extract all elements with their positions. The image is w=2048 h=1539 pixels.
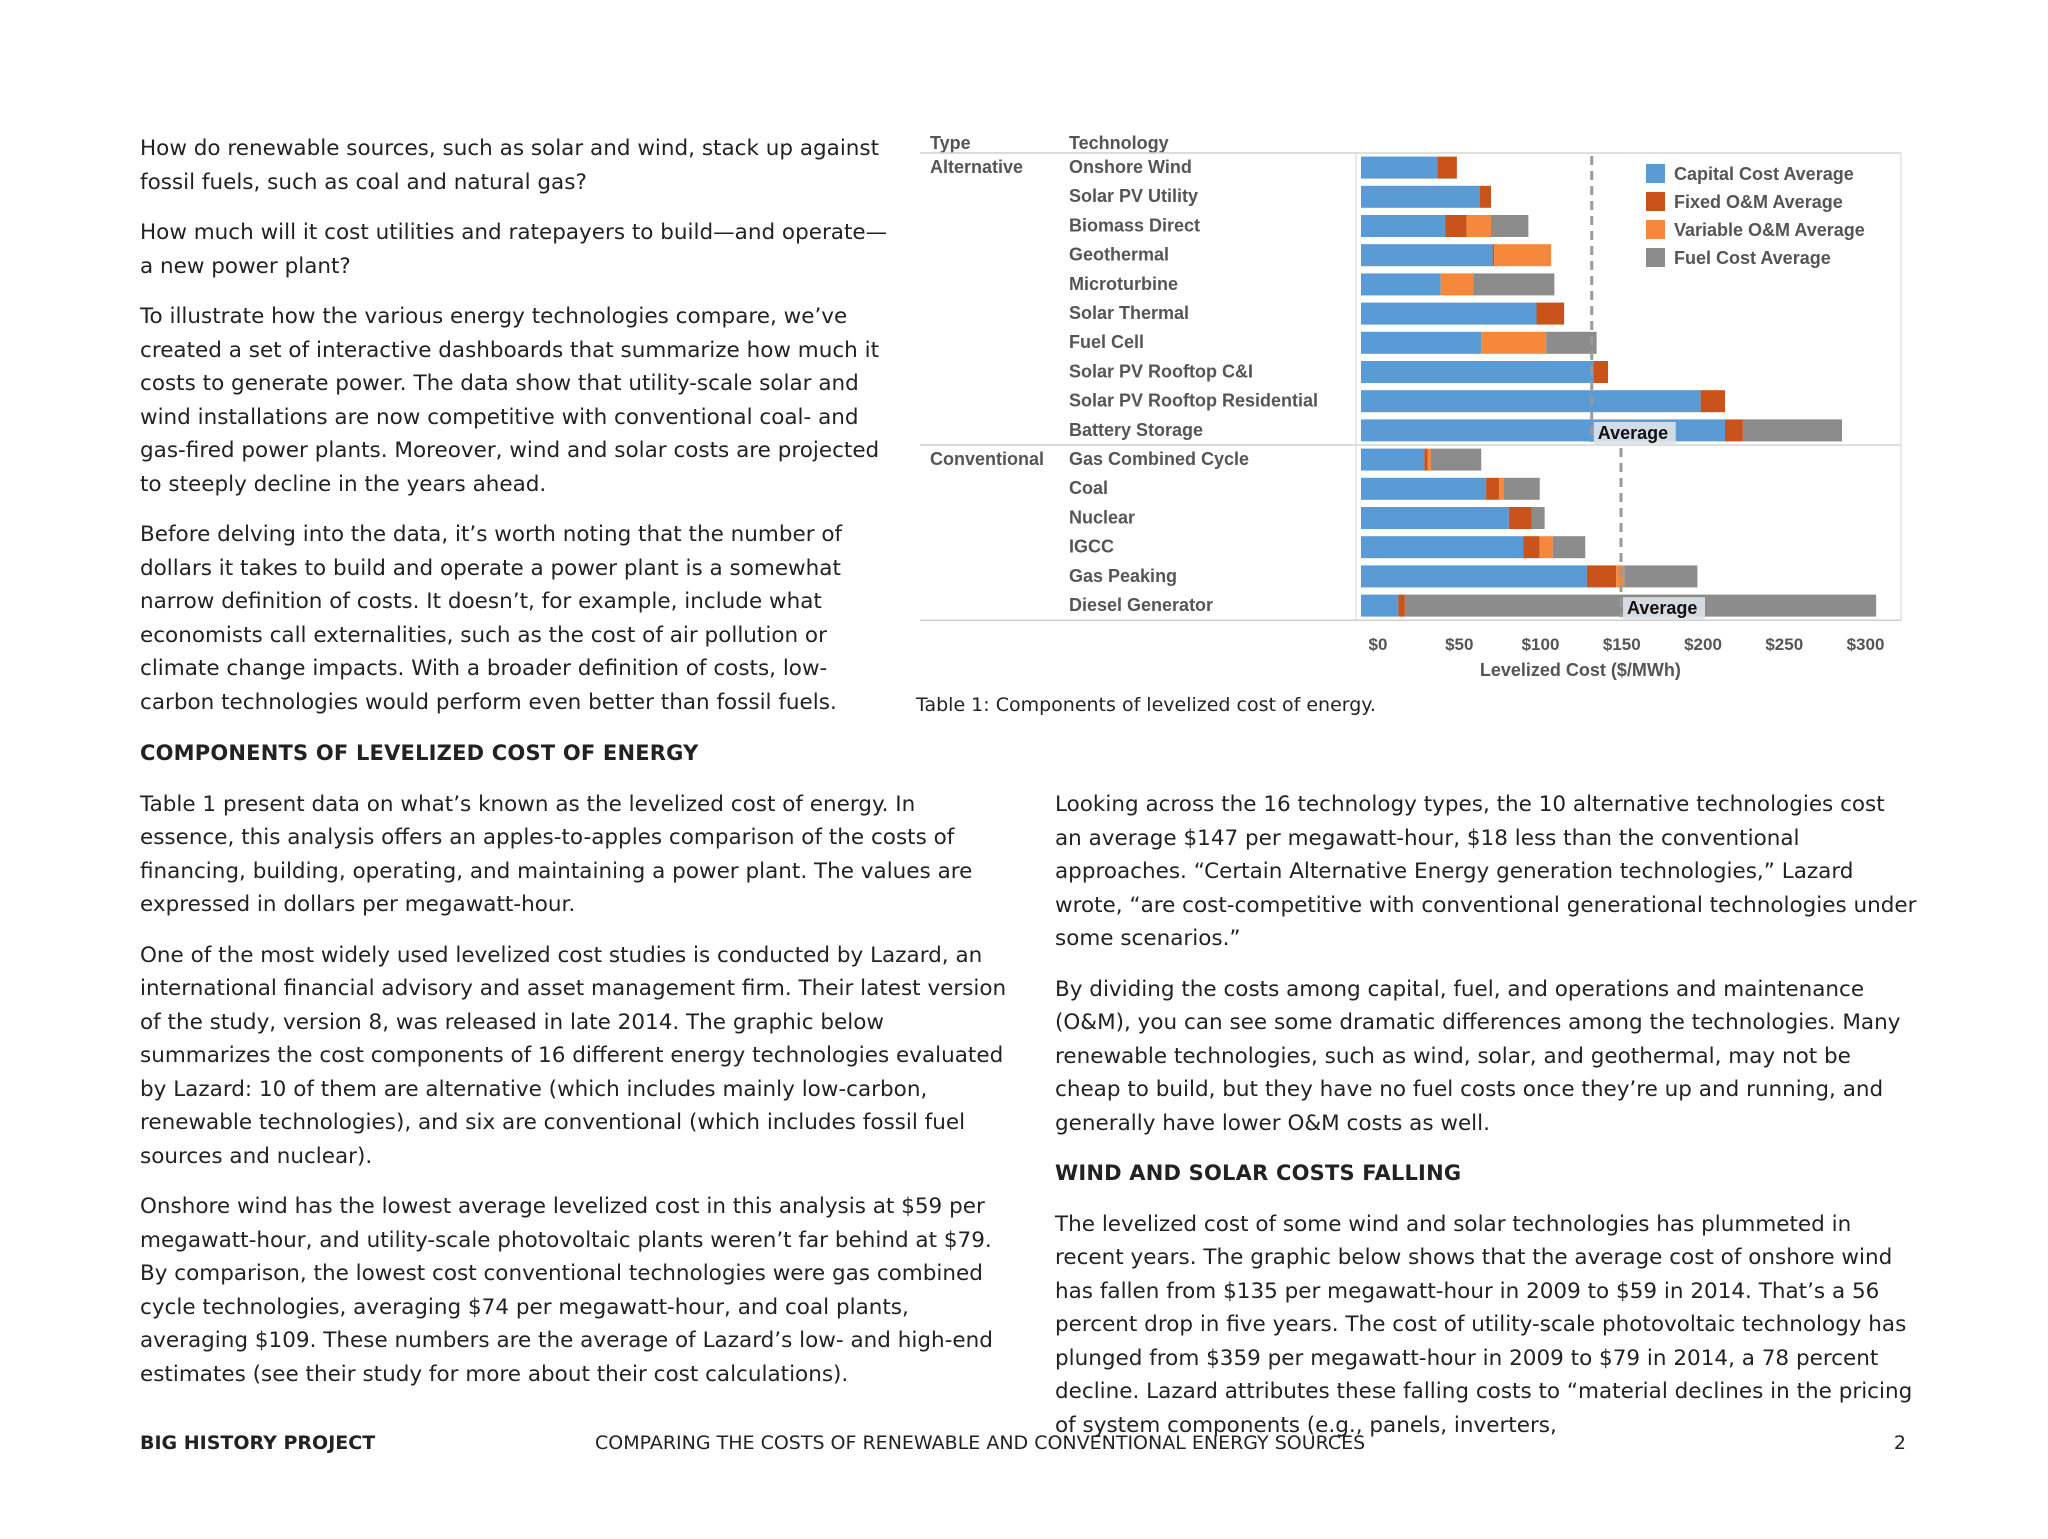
bar-segment-capital-cost-average [1361,332,1481,354]
legend-entry: Variable O&M Average [1674,220,1865,240]
tech-label: Fuel Cell [1069,332,1145,353]
page-number: 2 [1893,1432,1906,1454]
bar-segment-variable-o-m-average [1428,449,1431,471]
bar-segment-fuel-cost-average [1532,507,1545,529]
bar-segment-capital-cost-average [1361,595,1398,617]
intro-paragraph: Before delving into the data, it’s worth noting that the number of dollars it takes to build and operate a power plant is a somewhat narrow definition of costs. It doesn’t, for example, include what economists call externalities, such as the cost of air pollution or climate change impacts. With a broader definition of costs, low-carbon technologies would perform even better than fossil fuels. [140,522,843,715]
legend-entry: Fuel Cost Average [1674,248,1831,268]
tech-label: Onshore Wind [1069,157,1192,177]
bar-segment-fixed-o-m-average [1480,186,1491,208]
group-frame [1356,445,1901,620]
x-tick-label: $150 [1602,635,1641,655]
bar-segment-fixed-o-m-average [1493,244,1495,266]
bar-segment-fuel-cost-average [1546,332,1596,354]
left-column [140,741,1008,1408]
tech-label: Geothermal [1069,244,1170,265]
tech-label: Solar PV Utility [1069,186,1199,207]
bar-segment-fixed-o-m-average [1424,449,1427,471]
bar-segment-fuel-cost-average [1743,419,1842,441]
bar-segment-variable-o-m-average [1540,536,1553,558]
tech-label: Microturbine [1069,273,1179,294]
x-tick-label: $300 [1846,635,1885,655]
intro-paragraph: To illustrate how the various energy technologies compare, we’ve created a set of interactive dashboards that summarize how much it costs to generate power. The data show that utility-scale solar and wind installations are now competitive with conventional coal- and gas-fired power plants. Moreover, wind and solar costs are projected to steeply decline in the years ahead. [140,304,880,497]
bar-segment-variable-o-m-average [1441,273,1474,295]
bar-segment-capital-cost-average [1361,186,1480,208]
bar-segment-fuel-cost-average [1504,478,1540,500]
right-column [1055,788,1917,1459]
tech-label: Battery Storage [1069,419,1204,440]
bar-segment-fixed-o-m-average [1509,507,1532,529]
section-heading: COMPONENTS OF LEVELIZED COST OF ENERGY [140,741,699,765]
bar-segment-fixed-o-m-average [1701,390,1725,412]
tech-label: Gas Peaking [1069,565,1178,586]
bar-segment-variable-o-m-average [1467,215,1491,237]
bar-segment-fuel-cost-average [1553,536,1586,558]
x-tick-label: $250 [1765,635,1804,655]
tech-label: Solar Thermal [1069,303,1190,323]
bar-segment-fuel-cost-average [1431,449,1481,471]
bar-segment-fixed-o-m-average [1437,157,1457,179]
bar-segment-fixed-o-m-average [1398,595,1405,617]
intro-text [140,132,892,736]
tech-label: Coal [1069,478,1109,499]
bar-segment-capital-cost-average [1361,361,1593,383]
lcoe-chart-svg [916,126,1906,686]
bar-segment-capital-cost-average [1361,507,1509,529]
intro-paragraph: How do renewable sources, such as solar and wind, stack up against fossil fuels, such as coal and natural gas? [140,136,880,195]
bar-segment-fixed-o-m-average [1537,303,1565,325]
tech-label: Nuclear [1069,507,1136,528]
x-tick-label: $50 [1445,635,1474,655]
footer-title: COMPARING THE COSTS OF RENEWABLE AND CONVENTIONAL ENERGY SOURCES [595,1432,1366,1454]
lcoe-chart [916,126,1906,726]
tech-label: Diesel Generator [1069,595,1214,615]
bar-segment-variable-o-m-average [1499,478,1504,500]
bar-segment-fixed-o-m-average [1446,215,1467,237]
bar-segment-capital-cost-average [1361,478,1486,500]
bar-segment-fuel-cost-average [1624,565,1697,587]
bar-segment-fixed-o-m-average [1593,361,1608,383]
tech-label: Biomass Direct [1069,215,1201,236]
legend-swatch [1646,220,1665,239]
tech-label: Gas Combined Cycle [1069,449,1250,469]
body-paragraph: Onshore wind has the lowest average levelized cost in this analysis at $59 per megawatt-hour, and utility-scale photovoltaic plants weren’t far behind at $79. By comparison, the lowest cost conventional technologies were gas combined cycle technologies, averaging $74 per megawatt-hour, and coal plants, averaging $109. These numbers are the average of Lazard’s low- and high-end estimates (see their study for more about their cost calculations). [140,1194,993,1387]
bar-segment-fixed-o-m-average [1524,536,1540,558]
bar-segment-capital-cost-average [1361,215,1446,237]
type-label: Conventional [930,449,1045,469]
bar-segment-capital-cost-average [1361,303,1537,325]
intro-paragraph: How much will it cost utilities and ratepayers to build—and operate—a new power plant? [140,220,888,279]
footer-brand: BIG HISTORY PROJECT [140,1432,376,1454]
tech-label: IGCC [1069,536,1114,557]
body-paragraph: Looking across the 16 technology types, the 10 alternative technologies cost an average $147 per megawatt-hour, $18 less than the conventional approaches. “Certain Alternative Energy generation technologies,” Lazard wrote, “are cost-competitive with conventional generational technologies under some scenarios.” [1055,792,1917,951]
bar-segment-capital-cost-average [1361,565,1587,587]
type-label: Alternative [930,157,1024,177]
body-paragraph: By dividing the costs among capital, fuel, and operations and maintenance (O&M), you can see some dramatic differences among the technologies. Many renewable technologies, such as wind, solar, and geothermal, may not be cheap to build, but they have no fuel costs once they’re up and running, and generally have lower O&M costs as well. [1055,976,1901,1136]
bar-segment-fuel-cost-average [1491,215,1528,237]
page-footer [140,1430,1906,1460]
average-label: Average [1597,423,1669,443]
bar-segment-fixed-o-m-average [1587,565,1616,587]
x-tick-label: $100 [1521,635,1560,655]
bar-segment-capital-cost-average [1361,536,1524,558]
x-tick-label: $200 [1684,635,1722,655]
body-paragraph: Table 1 present data on what’s known as the levelized cost of energy. In essence, this analysis offers an apples-to-apples comparison of the costs of financing, building, operating, and maintaining a power plant. The values are expressed in dollars per megawatt-hour. [140,791,973,917]
table-caption: Table 1: Components of levelized cost of energy. [916,694,1376,716]
bar-segment-variable-o-m-average [1481,332,1546,354]
body-paragraph: The levelized cost of some wind and solar technologies has plummeted in recent years. The graphic below shows that the average cost of onshore wind has fallen from $135 per megawatt-hour in 2009 to $59 in 2014. That’s a 56 percent drop in five years. The cost of utility-scale photovoltaic technology has plunged from $359 per megawatt-hour in 2009 to $79 in 2014, a 78 percent decline. Lazard attributes these falling costs to “material declines in the pricing of system components (e.g., panels, inverters, [1055,1211,1913,1438]
legend-entry: Fixed O&M Average [1674,192,1843,212]
legend-swatch [1646,164,1665,183]
legend-entry: Capital Cost Average [1674,164,1854,184]
x-tick-label: $0 [1368,635,1388,655]
bar-segment-fixed-o-m-average [1486,478,1499,500]
bar-segment-capital-cost-average [1361,157,1437,179]
bar-segment-fuel-cost-average [1473,273,1554,295]
bar-segment-capital-cost-average [1361,449,1424,471]
header-type: Type [930,133,971,153]
header-technology: Technology [1069,133,1169,153]
bar-segment-capital-cost-average [1361,273,1441,295]
average-label: Average [1627,598,1698,619]
x-axis-label: Levelized Cost ($/MWh) [1479,660,1681,681]
bar-segment-capital-cost-average [1361,390,1701,412]
tech-label: Solar PV Rooftop C&I [1069,361,1253,382]
body-paragraph: One of the most widely used levelized cost studies is conducted by Lazard, an international financial advisory and asset management firm. Their latest version of the study, version 8, was released in late 2014. The graphic below summarizes the cost components of 16 different energy technologies evaluated by Lazard: 10 of them are alternative (which includes mainly low-carbon, renewable technologies), and six are conventional (which includes fossil fuel sources and nuclear). [140,942,1007,1169]
legend-swatch [1646,248,1665,267]
bar-segment-fixed-o-m-average [1725,419,1743,441]
section-heading: WIND AND SOLAR COSTS FALLING [1055,1161,1462,1185]
bar-segment-capital-cost-average [1361,244,1493,266]
legend-swatch [1646,192,1665,211]
tech-label: Solar PV Rooftop Residential [1069,390,1319,411]
bar-segment-variable-o-m-average [1494,244,1551,266]
